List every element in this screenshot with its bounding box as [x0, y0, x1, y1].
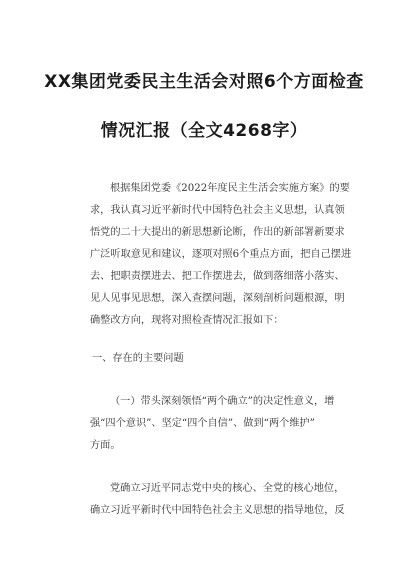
intro-line: 求，我认真习近平新时代中国特色社会主义思想，认真领: [90, 205, 345, 216]
intro-line: 确整改方向，现将对照检查情况汇报如下：: [90, 315, 284, 326]
section-heading: 一、存在的主要问题: [92, 353, 184, 364]
body-line: 党确立习近平同志党中央的核心、全党的核心地位，: [110, 483, 345, 494]
document-title-line-1: XX集团党委民主生活会对照6个方面检查: [44, 72, 364, 92]
intro-paragraph: [90, 178, 352, 332]
intro-line: 广泛听取意见和建议，逐项对照6个重点方面，把自己摆进: [90, 249, 352, 260]
intro-line: 悟党的二十大提出的新思想新论断，作出的新部署新要求: [90, 227, 345, 238]
intro-line: 去、把职责摆进去、把工作摆进去，做到落细落小落实、: [90, 271, 345, 282]
body-line: 确立习近平新时代中国特色社会主义思想的指导地位，反: [90, 505, 345, 516]
subsection-line: 强“四个意识”、坚定“四个自信”、做到“两个维护”: [90, 418, 315, 429]
body-paragraph: [90, 478, 352, 522]
intro-line: 见人见事见思想，深入查摆问题，深刻剖析问题根源，明: [90, 293, 345, 304]
document-title-line-2: 情况汇报（全文4268字）: [100, 121, 308, 141]
subsection-line: 方面。: [90, 440, 121, 451]
subsection-line: （一）带头深刻领悟“两个确立”的决定性意义，增: [110, 396, 335, 407]
subsection-paragraph: [90, 391, 352, 457]
intro-line: 根据集团党委《2022年度民主生活会实施方案》的要: [110, 183, 350, 194]
